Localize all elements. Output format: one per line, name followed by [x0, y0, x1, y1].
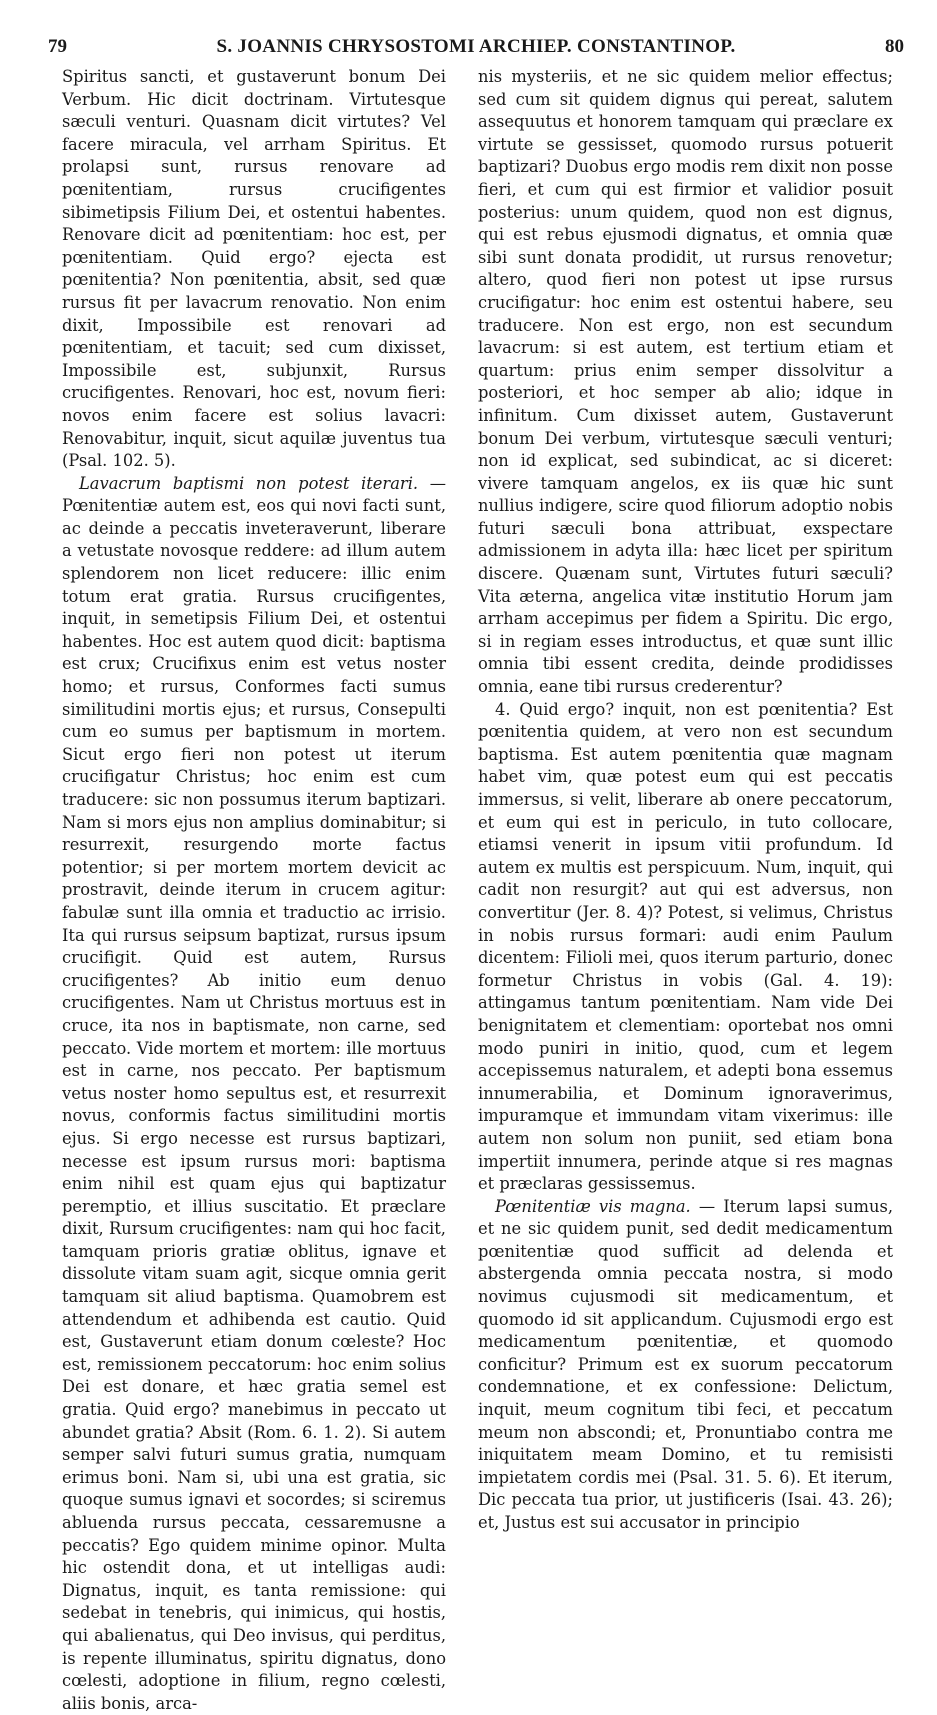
- right-paragraph-1: nis mysteriis, et ne sic quidem melior effectus; sed cum sit quidem dignus qui pereat, salutem assequutus et honorem tamquam qui præclare ex virtute se gessisset, quomodo rursus potuerit baptizari? Duobus ergo modis rem dixit non posse fieri, et cum qui est firmior et validior posuit posterius: unum quidem, quod non est dignus, qui est rebus ejusmodi dignatus, et omnia quæ sibi sunt donata prodidit, ut rursus renovetur; altero, quod fieri non potest ut ipse rursus crucifigatur: hoc enim est ostentui habere, seu traducere. Non est ergo, non est secundum lavacrum: si est autem, est tertium etiam et quartum: prius enim semper dissolvitur a posteriori, et hoc semper ab alio; idque in infinitum. Cum dixisset autem, Gustaverunt bonum Dei verbum, virtutesque sæculi venturi; non id explicat, sed subindicat, ac si diceret: vivere tamquam angelos, ex iis quæ hic sunt nullius indigere, scire quod filiorum adoptio nobis futuri sæculi bona attribuat, exspectare admissionem in adyta illa: hæc licet per spiritum discere. Quænam sunt, Virtutes futuri sæculi? Vita æterna, angelica vitæ institutio Horum jam arrham accepimus per fidem a Spiritu. Dic ergo, si in regiam esses introductus, et quæ sunt illic omnia tibi essent credita, deinde prodidisses omnia, eane tibi rursus crederentur?: [478, 67, 893, 697]
- left-paragraph-2-text: — Pœnitentiæ autem est, eos qui novi facti sunt, ac deinde a peccatis inveteraverunt, liberare a vetustate novosque reddere: ad illum autem splendorem non licet reducere: illic enim totum erat gratia. Rursus crucifigentes, inquit, in semetipsis Filium Dei, et ostentui habentes. Hoc est autem quod dicit: baptisma est crux; Crucifixus enim est vetus noster homo; et rursus, Conformes facti sumus similitudini mortis ejus; et rursus, Consepulti cum eo sumus per baptismum in mortem. Sicut ergo fieri non potest ut iterum crucifigatur Christus; hoc enim est cum traducere: sic non possumus iterum baptizari. Nam si mors ejus non amplius dominabitur; si resurrexit, resurgendo morte factus potentior; si per mortem mortem devicit ac prostravit, deinde iterum in crucem agitur: fabulæ sunt illa omnia et traductio ac irrisio. Ita qui rursus seipsum baptizat, rursus ipsum crucifigit. Quid est autem, Rursus crucifigentes? Ab initio eum denuo crucifigentes. Nam ut Christus mortuus est in cruce, ita nos in baptismate, non carne, sed peccato. Vide mortem et mortem: ille mortuus est in carne, nos peccato. Per baptismum vetus noster homo sepultus est, et resurrexit novus, conformis factus similitudini mortis ejus. Si ergo necesse est rursus baptizari, necesse est ipsum rursus mori: baptisma enim nihil est quam ejus qui baptizatur peremptio, et illius suscitatio. Et præclare dixit, Rursum crucifigentes: nam qui hoc facit, tamquam prioris gratiæ oblitus, ignave et dissolute vitam suam agit, sicque omnia gerit tamquam sit aliud baptisma. Quamobrem est attendendum et adhibenda est cautio. Quid est, Gustaverunt etiam donum cœleste? Hoc est, remissionem peccatorum: hoc enim solius Dei est donare, et hæc gratia semel est gratia. Quid ergo? manebimus in peccato ut abundet gratia? Absit (Rom. 6. 1. 2). Si autem semper salvi futuri sumus gratia, numquam erimus boni. Nam si, ubi una est gratia, sic quoque sumus ignavi et socordes; si sciremus abluenda rursus peccata, cessaremusne a peccatis? Ego quidem minime opinor. Multa hic ostendit dona, et ut intelligas audi: Dignatus, inquit, es tanta remissione: qui sedebat in tenebris, qui inimicus, qui hostis, qui abalienatus, qui Deo invisus, qui perditus, is repente illuminatus, spiritu dignatus, dono cœlesti, adoptione in filium, regno cœlesti, aliis bonis, arca-: [62, 473, 446, 1713]
- left-column: [62, 66, 446, 1715]
- running-title: S. JOANNIS CHRYSOSTOMI ARCHIEP. CONSTANTINOP.: [216, 36, 736, 57]
- right-paragraph-3-text: — Iterum lapsi sumus, et ne sic quidem punit, sed dedit medicamentum pœnitentiæ quod sufficit ad delenda et abstergenda omnia peccata nostra, si modo novimus cujusmodi sit medicamentum, et quomodo id sit applicandum. Cujusmodi ergo est medicamentum pœnitentiæ, et quomodo conficitur? Primum est ex suorum peccatorum condemnatione, et ex confessione: Delictum, inquit, meum cognitum tibi feci, et peccatum meum non abscondi; et, Pronuntiabo contra me iniquitatem meam Domino, et tu remisisti impietatem cordis mei (Psal. 31. 5. 6). Et iterum, Dic peccata tua prior, ut justificeris (Isai. 43. 26); et, Justus est sui accusator in principio: [478, 1196, 893, 1532]
- page-header: [48, 36, 904, 62]
- rubric-poenitentia: Pœnitentiæ vis magna.: [495, 1196, 691, 1216]
- rubric-lavacrum: Lavacrum baptismi non potest iterari.: [79, 473, 419, 493]
- page-number-right: 80: [885, 36, 904, 57]
- left-paragraph-2: [62, 473, 446, 1715]
- page-number-left: 79: [48, 36, 67, 57]
- left-paragraph-1: Spiritus sancti, et gustaverunt bonum Dei Verbum. Hic dicit doctrinam. Virtutesque sæculi venturi. Quasnam dicit virtutes? Vel facere miracula, vel arrham Spiritus. Et prolapsi sunt, rursus renovare ad pœnitentiam, rursus crucifigentes sibimetipsis Filium Dei, et ostentui habentes. Renovare dicit ad pœnitentiam: hoc est, per pœnitentiam. Quid ergo? ejecta est pœnitentia? Non pœnitentia, absit, sed quæ rursus fit per lavacrum renovatio. Non enim dixit, Impossibile est renovari ad pœnitentiam, et tacuit; sed cum dixisset, Impossibile est, subjunxit, Rursus crucifigentes. Renovari, hoc est, novum fieri: novos enim facere est solius lavacri: Renovabitur, inquit, sicut aquilæ juventus tua (Psal. 102. 5).: [62, 67, 446, 471]
- right-paragraph-3: [478, 1196, 893, 1535]
- right-column: [478, 66, 893, 1535]
- right-paragraph-2: 4. Quid ergo? inquit, non est pœnitentia? Est pœnitentia quidem, at vero non est secundum baptisma. Est autem pœnitentia quæ magnam habet vim, quæ potest eum qui est peccatis immersus, si velit, liberare ab onere peccatorum, et eum qui est in periculo, in tuto collocare, etiamsi venerit in ipsum vitii profundum. Id autem ex multis est perspicuum. Num, inquit, qui cadit non resurgit? aut qui est adversus, non convertitur (Jer. 8. 4)? Potest, si velimus, Christus in nobis rursus formari: audi enim Paulum dicentem: Filioli mei, quos iterum parturio, donec formetur Christus in vobis (Gal. 4. 19): attingamus tantum pœnitentiam. Nam vide Dei benignitatem et clementiam: oportebat nos omni modo puniri in initio, quod, cum et legem accepissemus naturalem, et adepti bona essemus innumerabilia, et Dominum ignoraverimus, impuramque et immundam vitam vixerimus: ille autem non solum non puniit, sed etiam bona impertiit innumera, perinde atque si res magnas et præclaras gessissemus.: [478, 699, 893, 1194]
